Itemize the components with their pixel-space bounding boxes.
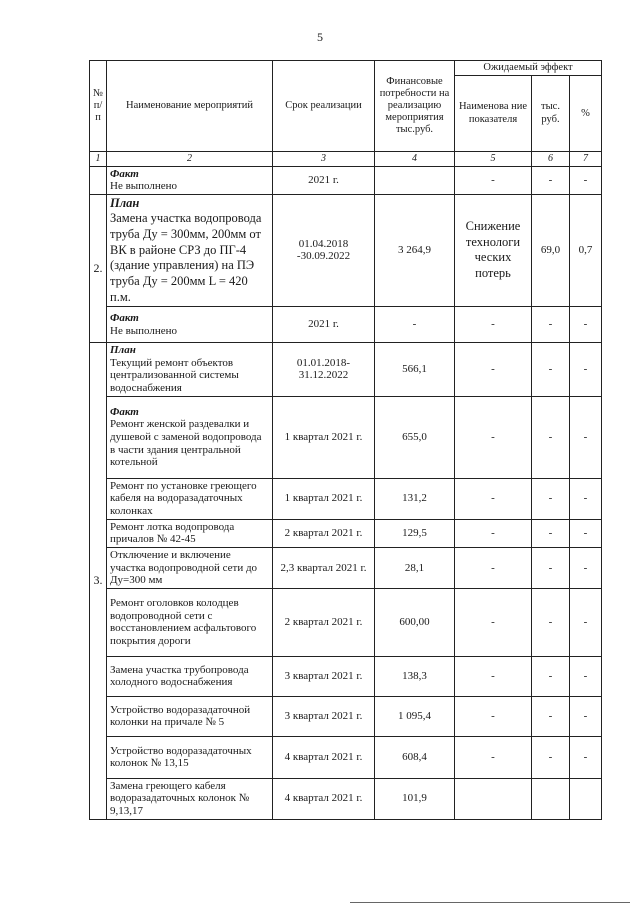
fact-label: Факт — [110, 167, 139, 180]
work-text: Ремонт женской раздевалки и душевой с заменой водопровода в части здания центральной котельной — [110, 418, 262, 469]
thousand-rub-cell: - — [532, 547, 570, 588]
row-number-cell: 2. — [90, 194, 107, 342]
term-cell: 4 квартал 2021 г. — [273, 736, 375, 778]
fact-label: Факт — [110, 405, 139, 418]
plan-text: Текущий ремонт объектов централизованной системы водоснабжения — [110, 356, 239, 395]
table-row — [90, 547, 602, 588]
percent-cell: - — [570, 736, 602, 778]
row-number-cell — [90, 166, 107, 194]
work-text: Устройство водоразадаточных колонок № 13,15 — [107, 736, 273, 778]
indicator-cell: - — [455, 696, 532, 736]
indicator-cell: - — [455, 588, 532, 656]
percent-cell: - — [570, 307, 602, 343]
indicator-cell: - — [455, 166, 532, 194]
fact-text: Не выполнено — [110, 180, 178, 193]
plan-cell — [107, 194, 273, 306]
indicator-cell — [455, 778, 532, 819]
fin-cell: 101,9 — [375, 778, 455, 819]
indicator-cell: - — [455, 656, 532, 696]
fin-cell — [375, 166, 455, 194]
fin-cell: 608,4 — [375, 736, 455, 778]
index-row — [90, 152, 602, 167]
index-cell: 3 — [273, 152, 375, 167]
header-fin: Финансовые потребности на реализацию мероприятия тыс.руб. — [375, 61, 455, 152]
fin-cell: 3 264,9 — [375, 194, 455, 306]
indicator-cell: Снижение технологи ческих потерь — [455, 194, 532, 306]
work-text: Замена греющего кабеля водоразадаточных колонок № 9,13,17 — [107, 778, 273, 819]
term-cell: 1 квартал 2021 г. — [273, 396, 375, 478]
fact-cell — [107, 307, 273, 343]
table-row — [90, 696, 602, 736]
thousand-rub-cell: - — [532, 656, 570, 696]
index-cell: 6 — [532, 152, 570, 167]
work-text: Ремонт лотка водопровода причалов № 42-45 — [107, 519, 273, 547]
index-cell: 7 — [570, 152, 602, 167]
percent-cell: - — [570, 396, 602, 478]
fin-cell: 600,00 — [375, 588, 455, 656]
table-row — [90, 166, 602, 194]
header-indicator: Наименова ние показателя — [455, 76, 532, 152]
thousand-rub-cell: - — [532, 478, 570, 519]
fin-cell: 129,5 — [375, 519, 455, 547]
term-cell: 2021 г. — [273, 307, 375, 343]
fin-cell: - — [375, 307, 455, 343]
term-cell: 2 квартал 2021 г. — [273, 588, 375, 656]
header-no: № п/ п — [90, 61, 107, 152]
table-row — [90, 656, 602, 696]
plan-cell — [107, 343, 273, 397]
index-cell: 1 — [90, 152, 107, 167]
thousand-rub-cell: - — [532, 166, 570, 194]
fact-label: Факт — [110, 312, 139, 325]
scan-edge-line — [350, 902, 630, 903]
table-row — [90, 194, 602, 306]
percent-cell: - — [570, 547, 602, 588]
header-term: Срок реализации — [273, 61, 375, 152]
indicator-cell: - — [455, 307, 532, 343]
percent-cell: - — [570, 478, 602, 519]
plan-text: Замена участка водопровода труба Ду = 300мм, 200мм от ВК в районе СРЗ до ПГ-4 (здание управления) на ПЭ труба Ду = 200мм L = 420 п.м. — [110, 211, 262, 304]
table-row — [90, 396, 602, 478]
header-effect: Ожидаемый эффект — [455, 61, 602, 76]
work-text: Ремонт оголовков колодцев водопроводной сети с восстановлением асфальтового покрытия дороги — [107, 588, 273, 656]
index-cell: 4 — [375, 152, 455, 167]
percent-cell: - — [570, 656, 602, 696]
thousand-rub-cell: 69,0 — [532, 194, 570, 306]
percent-cell: - — [570, 588, 602, 656]
thousand-rub-cell — [532, 778, 570, 819]
term-cell: 01.04.2018 -30.09.2022 — [273, 194, 375, 306]
term-cell: 4 квартал 2021 г. — [273, 778, 375, 819]
indicator-cell: - — [455, 547, 532, 588]
fin-cell: 138,3 — [375, 656, 455, 696]
thousand-rub-cell: - — [532, 343, 570, 397]
fact-text: Не выполнено — [110, 324, 178, 337]
fact-cell — [107, 166, 273, 194]
thousand-rub-cell: - — [532, 736, 570, 778]
percent-cell: - — [570, 519, 602, 547]
row-number-cell: 3. — [90, 343, 107, 820]
thousand-rub-cell: - — [532, 696, 570, 736]
indicator-cell: - — [455, 519, 532, 547]
work-text: Устройство водоразадаточной колонки на причале № 5 — [107, 696, 273, 736]
header-thousand-rub: тыс. руб. — [532, 76, 570, 152]
fin-cell: 131,2 — [375, 478, 455, 519]
term-cell: 3 квартал 2021 г. — [273, 696, 375, 736]
percent-cell: - — [570, 696, 602, 736]
index-cell: 5 — [455, 152, 532, 167]
table-row — [90, 343, 602, 397]
term-cell: 2021 г. — [273, 166, 375, 194]
plan-label: План — [110, 195, 140, 210]
thousand-rub-cell: - — [532, 519, 570, 547]
page-number: 5 — [317, 30, 323, 44]
term-cell: 2 квартал 2021 г. — [273, 519, 375, 547]
term-cell: 1 квартал 2021 г. — [273, 478, 375, 519]
fact-cell — [107, 396, 273, 478]
percent-cell: - — [570, 343, 602, 397]
header-name: Наименование мероприятий — [107, 61, 273, 152]
indicator-cell: - — [455, 396, 532, 478]
term-cell: 3 квартал 2021 г. — [273, 656, 375, 696]
thousand-rub-cell: - — [532, 396, 570, 478]
indicator-cell: - — [455, 343, 532, 397]
indicator-cell: - — [455, 736, 532, 778]
table-row — [90, 588, 602, 656]
percent-cell: 0,7 — [570, 194, 602, 306]
term-cell: 2,3 квартал 2021 г. — [273, 547, 375, 588]
table-row — [90, 778, 602, 819]
table-row — [90, 736, 602, 778]
work-text: Замена участка трубопровода холодного водоснабжения — [107, 656, 273, 696]
table-row — [90, 307, 602, 343]
indicator-cell: - — [455, 478, 532, 519]
measures-table — [89, 60, 602, 820]
term-cell: 01.01.2018- 31.12.2022 — [273, 343, 375, 397]
table-row — [90, 519, 602, 547]
thousand-rub-cell: - — [532, 588, 570, 656]
work-text: Ремонт по установке греющего кабеля на водоразадаточных колонках — [107, 478, 273, 519]
percent-cell: - — [570, 166, 602, 194]
work-text: Отключение и включение участка водопроводной сети до Ду=300 мм — [107, 547, 273, 588]
header-percent: % — [570, 76, 602, 152]
fin-cell: 1 095,4 — [375, 696, 455, 736]
index-cell: 2 — [107, 152, 273, 167]
thousand-rub-cell: - — [532, 307, 570, 343]
fin-cell: 28,1 — [375, 547, 455, 588]
percent-cell — [570, 778, 602, 819]
table-row — [90, 478, 602, 519]
plan-label: План — [110, 344, 136, 357]
fin-cell: 655,0 — [375, 396, 455, 478]
fin-cell: 566,1 — [375, 343, 455, 397]
